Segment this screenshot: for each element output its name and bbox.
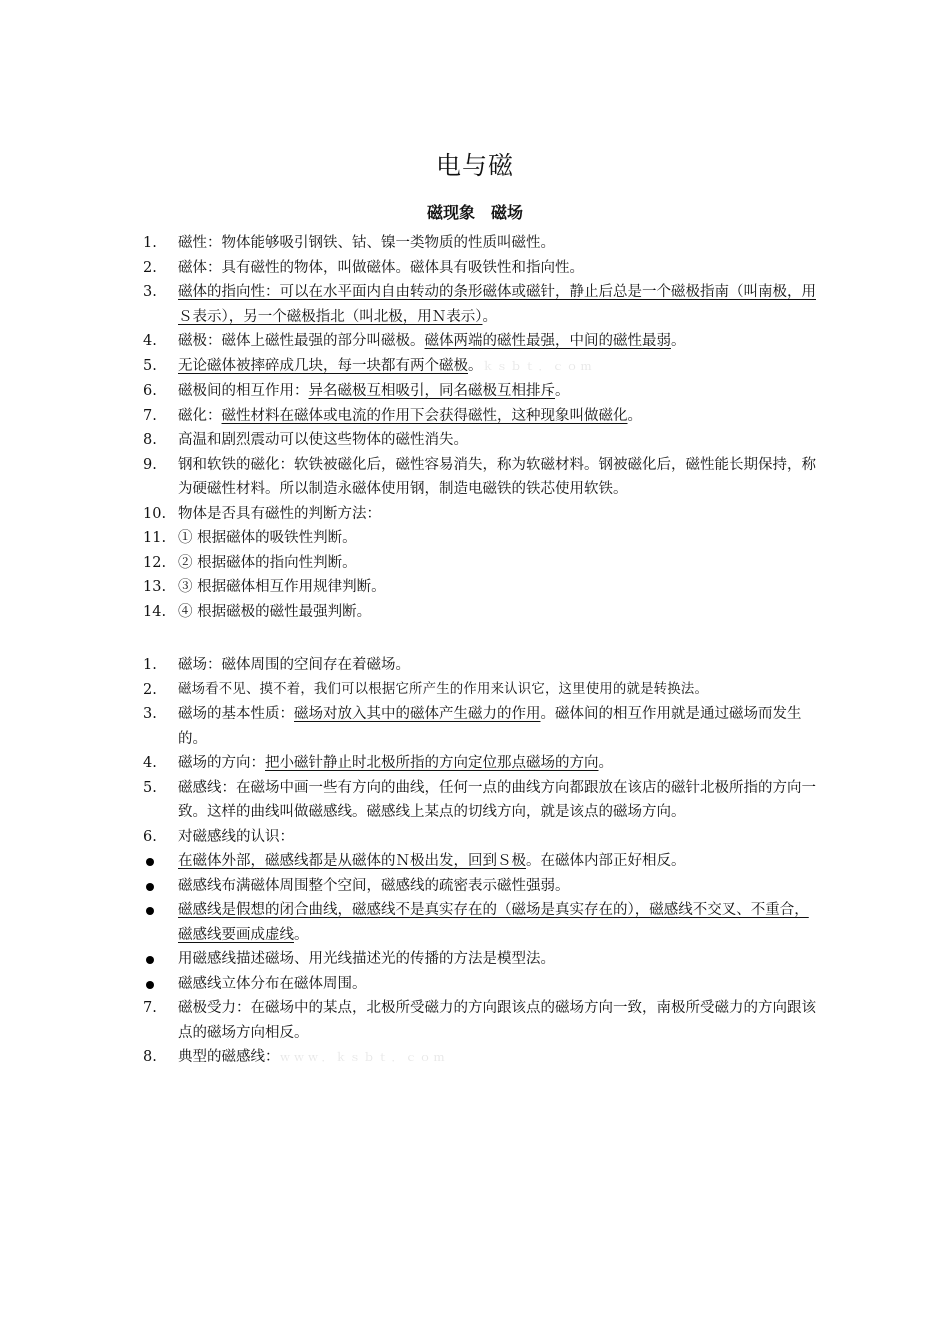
- list-number: 7.: [143, 1000, 157, 1016]
- underlined-text: 磁感线是假想的闭合曲线，磁感线不是真实存在的（磁场是真实存在的），磁感线不交叉、不重合，磁感线要画成虚线: [178, 902, 809, 943]
- plain-text: ③ 根据磁体相互作用规律判断。: [178, 579, 386, 595]
- page-title: 电与磁: [435, 151, 514, 180]
- list-item-text: [178, 231, 823, 256]
- list-item-text: [178, 354, 823, 380]
- plain-text: 。: [555, 383, 570, 399]
- bullet-icon: [146, 907, 154, 915]
- list-item-text: [178, 256, 823, 281]
- list-item: [0, 653, 950, 678]
- list-number: 11.: [143, 530, 167, 546]
- plain-text: 磁感线：在磁场中画一些有方向的曲线，任何一点的曲线方向都跟放在该店的磁针北极所指的方向一致。这样的曲线叫做磁感线。磁感线上某点的切线方向，就是该点的磁场方向。: [178, 779, 816, 820]
- underlined-text: 把小磁针静止时北极所指的方向定位那点磁场的方向: [265, 755, 599, 771]
- underlined-text: 磁性材料在磁体或电流的作用下会获得磁性，这种现象叫做磁化: [221, 407, 628, 424]
- watermark-text: ｗｗｗ．ｋｓｂｔ．ｃｏｍ: [279, 1051, 448, 1064]
- list-item: [0, 898, 950, 947]
- list-number: 14.: [143, 603, 167, 620]
- plain-text: ② 根据磁体的指向性判断。: [178, 554, 357, 571]
- list-number: 3.: [143, 706, 157, 722]
- underlined-text: 磁场对放入其中的磁体产生磁力的作用: [294, 706, 541, 722]
- list-number: 3.: [143, 284, 157, 300]
- list-item-text: [178, 653, 823, 678]
- list-item: [0, 1045, 950, 1071]
- plain-text: 磁化：: [178, 407, 222, 424]
- watermark-text: ｋｓｂｔ．ｃｏｍ: [482, 359, 595, 373]
- list-item-text: [178, 751, 823, 776]
- list-item-text: [178, 551, 823, 576]
- underlined-text: 磁体的指向性：可以在水平面内自由转动的条形磁体或磁针，静止后总是一个磁极指南（叫南极，用Ｓ表示），另一个磁极指北（叫北极，用Ｎ表示）: [178, 284, 816, 325]
- list-number: 8.: [143, 432, 157, 448]
- list-item: [0, 280, 950, 329]
- plain-text: 对磁感线的认识：: [178, 828, 294, 845]
- plain-text: 。: [294, 926, 309, 943]
- list-item-text: [178, 996, 823, 1045]
- underlined-text: 异名磁极互相吸引，同名磁极互相排斥: [308, 383, 555, 399]
- list-item: [0, 329, 950, 354]
- underlined-text: 无论磁体被摔碎成几块，每一块都有两个磁极: [178, 357, 468, 374]
- list-item-text: [178, 702, 823, 751]
- list-item: [0, 874, 950, 899]
- list-item: [0, 678, 950, 703]
- list-item-text: [178, 947, 823, 972]
- list-number: 6.: [143, 383, 157, 399]
- magnetism-list: [0, 231, 950, 624]
- list-item: [0, 526, 950, 551]
- list-item: [0, 996, 950, 1045]
- bullet-icon: [146, 981, 154, 989]
- plain-text: 。: [468, 357, 483, 374]
- underlined-text: 磁体两端的磁性最强，中间的磁性最弱: [424, 333, 671, 349]
- list-number: 5.: [143, 779, 157, 796]
- bullet-icon: [146, 883, 154, 891]
- list-number: 2.: [143, 259, 157, 276]
- plain-text: 高温和剧烈震动可以使这些物体的磁性消失。: [178, 432, 468, 448]
- magnetic-field-list: [0, 653, 950, 1071]
- plain-text: 磁场的基本性质：: [178, 706, 294, 722]
- list-number: 8.: [143, 1049, 157, 1065]
- list-number: 12.: [143, 554, 167, 571]
- list-item-text: [178, 600, 823, 625]
- list-item-text: [178, 874, 823, 899]
- plain-text: ① 根据磁体的吸铁性判断。: [178, 530, 357, 546]
- plain-text: ④ 根据磁极的磁性最强判断。: [178, 603, 372, 620]
- list-item: [0, 825, 950, 850]
- list-item-text: [178, 404, 823, 429]
- list-item: [0, 354, 950, 380]
- plain-text: 磁极间的相互作用：: [178, 383, 309, 399]
- list-item-text: [178, 379, 823, 404]
- list-number: 10.: [143, 505, 167, 522]
- list-item: [0, 575, 950, 600]
- list-number: 4.: [143, 755, 157, 771]
- plain-text: 磁场看不见、摸不着，我们可以根据它所产生的作用来认识它，这里使用的就是转换法。: [178, 681, 709, 697]
- list-item-text: [178, 502, 823, 527]
- list-item: [0, 502, 950, 527]
- list-item: [0, 428, 950, 453]
- plain-text: 典型的磁感线：: [178, 1049, 280, 1065]
- plain-text: 物体是否具有磁性的判断方法：: [178, 505, 381, 522]
- plain-text: 磁极：磁体上磁性最强的部分叫磁极。: [178, 333, 425, 349]
- plain-text: 。磁体间的相互作用就是通过磁场而发生的。: [178, 706, 802, 747]
- plain-text: 。在磁体内部正好相反。: [526, 853, 686, 869]
- plain-text: 磁极受力：在磁场中的某点，北极所受磁力的方向跟该点的磁场方向一致，南极所受磁力的方向跟该点的磁场方向相反。: [178, 1000, 816, 1041]
- list-item-text: [178, 1045, 823, 1071]
- list-number: 4.: [143, 333, 157, 349]
- list-item: [0, 751, 950, 776]
- list-item: [0, 776, 950, 825]
- plain-text: 。: [671, 333, 686, 349]
- list-number: 2.: [143, 681, 157, 698]
- bullet-icon: [146, 858, 154, 866]
- section-heading: 磁现象 磁场: [426, 203, 523, 222]
- list-item-text: [178, 428, 823, 453]
- list-item-text: [178, 526, 823, 551]
- list-item: [0, 551, 950, 576]
- list-number: 1.: [143, 235, 157, 251]
- list-number: 1.: [143, 657, 157, 673]
- list-number: 9.: [143, 456, 157, 473]
- list-item: [0, 453, 950, 502]
- list-item: [0, 972, 950, 997]
- list-number: 13.: [143, 579, 167, 595]
- plain-text: 磁场：磁体周围的空间存在着磁场。: [178, 657, 410, 673]
- list-item-text: [178, 575, 823, 600]
- plain-text: 磁体：具有磁性的物体，叫做磁体。磁体具有吸铁性和指向性。: [178, 259, 584, 276]
- plain-text: 用磁感线描述磁场、用光线描述光的传播的方法是模型法。: [178, 951, 555, 967]
- list-item-text: [178, 776, 823, 825]
- plain-text: 磁感线立体分布在磁体周围。: [178, 975, 367, 992]
- plain-text: 。: [482, 308, 497, 325]
- plain-text: 。: [627, 407, 642, 424]
- plain-text: 。: [598, 755, 613, 771]
- list-number: 5.: [143, 357, 157, 374]
- list-item-text: [178, 678, 823, 703]
- plain-text: 磁性：物体能够吸引钢铁、钴、镍一类物质的性质叫磁性。: [178, 235, 555, 251]
- list-item-text: [178, 849, 823, 874]
- list-item: [0, 702, 950, 751]
- list-item: [0, 404, 950, 429]
- list-item-text: [178, 898, 823, 947]
- list-item-text: [178, 280, 823, 329]
- list-item-text: [178, 825, 823, 850]
- list-item: [0, 600, 950, 625]
- plain-text: 钢和软铁的磁化：软铁被磁化后，磁性容易消失，称为软磁材料。钢被磁化后，磁性能长期保持，称为硬磁性材料。所以制造永磁体使用钢，制造电磁铁的铁芯使用软铁。: [178, 456, 816, 497]
- underlined-text: 在磁体外部，磁感线都是从磁体的Ｎ极出发，回到Ｓ极: [178, 853, 526, 869]
- list-item-text: [178, 453, 823, 502]
- list-item: [0, 379, 950, 404]
- list-item: [0, 256, 950, 281]
- list-item: [0, 947, 950, 972]
- list-item: [0, 231, 950, 256]
- list-item-text: [178, 972, 823, 997]
- plain-text: 磁场的方向：: [178, 755, 265, 771]
- bullet-icon: [146, 956, 154, 964]
- list-item: [0, 849, 950, 874]
- list-number: 7.: [143, 407, 157, 424]
- plain-text: 磁感线布满磁体周围整个空间，磁感线的疏密表示磁性强弱。: [178, 877, 570, 894]
- list-item-text: [178, 329, 823, 354]
- list-number: 6.: [143, 828, 157, 845]
